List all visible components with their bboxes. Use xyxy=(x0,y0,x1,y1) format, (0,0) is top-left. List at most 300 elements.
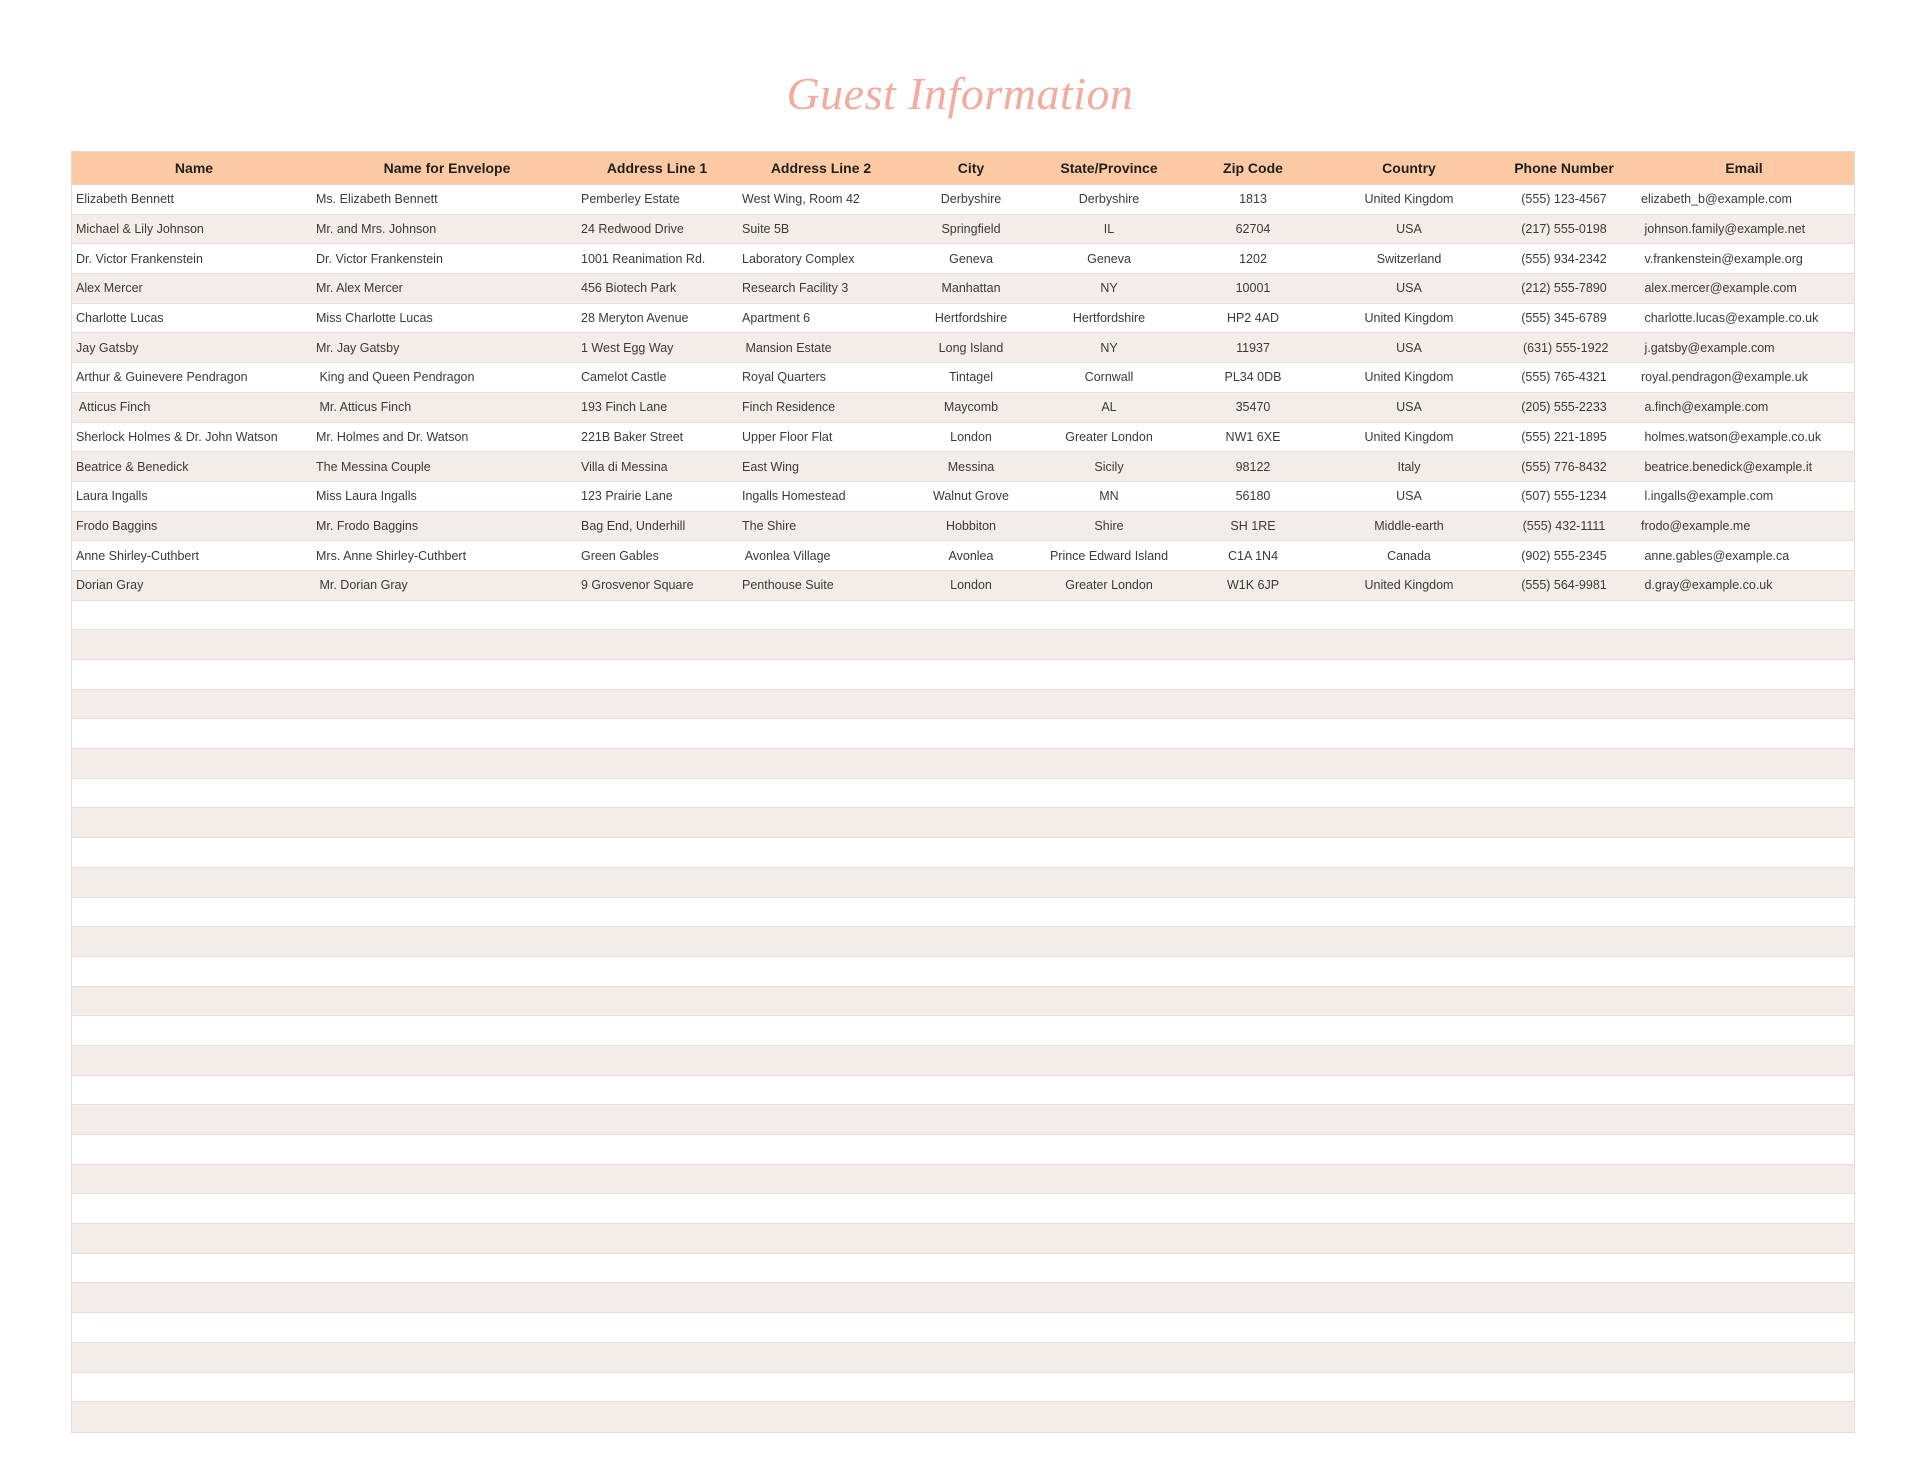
cell-envelope: Mr. Alex Mercer xyxy=(316,281,403,296)
cell-name xyxy=(72,660,316,689)
cell-name xyxy=(72,1165,316,1194)
cell-name xyxy=(72,1283,316,1312)
cell-phone xyxy=(1494,957,1634,986)
cell-envelope: Dr. Victor Frankenstein xyxy=(316,251,443,266)
cell-state xyxy=(1036,868,1182,897)
cell-address2: Upper Floor Flat xyxy=(742,429,833,444)
cell-phone xyxy=(1494,927,1634,956)
cell-envelope: Mr. and Mrs. Johnson xyxy=(316,222,437,237)
cell-address2 xyxy=(736,1373,906,1402)
cell-country xyxy=(1324,1283,1494,1312)
cell-email: holmes.watson@example.co.uk xyxy=(1641,429,1822,444)
cell-zip: 10001 xyxy=(1235,281,1271,296)
cell-address2 xyxy=(736,779,906,808)
cell-city: Long Island xyxy=(938,340,1004,355)
cell-city xyxy=(906,660,1036,689)
cell-city xyxy=(906,808,1036,837)
cell-address2 xyxy=(736,1016,906,1045)
cell-address2: Laboratory Complex xyxy=(742,251,855,266)
cell-address2: Apartment 6 xyxy=(742,311,811,326)
table-row xyxy=(72,215,1854,245)
cell-phone: (217) 555-0198 xyxy=(1521,222,1607,237)
cell-zip xyxy=(1182,1135,1324,1164)
cell-state xyxy=(1036,749,1182,778)
cell-name xyxy=(72,1402,316,1432)
cell-envelope xyxy=(316,630,578,659)
cell-address1 xyxy=(578,927,736,956)
cell-zip xyxy=(1182,1016,1324,1045)
cell-zip xyxy=(1182,898,1324,927)
cell-zip xyxy=(1182,1224,1324,1253)
cell-name xyxy=(72,1194,316,1223)
cell-envelope xyxy=(316,927,578,956)
cell-envelope xyxy=(316,987,578,1016)
cell-name: Michael & Lily Johnson xyxy=(76,222,204,237)
empty-table-row xyxy=(72,660,1854,690)
cell-address1 xyxy=(578,660,736,689)
cell-city xyxy=(906,868,1036,897)
cell-address1 xyxy=(578,1373,736,1402)
cell-envelope: Mr. Dorian Gray xyxy=(316,578,408,593)
cell-address2 xyxy=(736,927,906,956)
cell-phone: (555) 221-1895 xyxy=(1521,429,1607,444)
cell-envelope xyxy=(316,779,578,808)
cell-address2 xyxy=(736,1105,906,1134)
cell-zip xyxy=(1182,987,1324,1016)
cell-country xyxy=(1324,749,1494,778)
cell-country xyxy=(1324,1224,1494,1253)
cell-state xyxy=(1036,1254,1182,1283)
cell-address2 xyxy=(736,690,906,719)
cell-phone: (205) 555-2233 xyxy=(1521,400,1607,415)
cell-city xyxy=(906,1313,1036,1342)
table-row xyxy=(72,185,1854,215)
cell-email: royal.pendragon@example.uk xyxy=(1641,370,1808,385)
cell-email: l.ingalls@example.com xyxy=(1641,489,1774,504)
cell-name xyxy=(72,1076,316,1105)
cell-state xyxy=(1036,1402,1182,1432)
table-row xyxy=(72,393,1854,423)
cell-name xyxy=(72,987,316,1016)
cell-envelope: Mrs. Anne Shirley-Cuthbert xyxy=(316,548,467,563)
cell-address2: Ingalls Homestead xyxy=(742,489,846,504)
cell-city xyxy=(906,1254,1036,1283)
cell-zip xyxy=(1182,1402,1324,1432)
cell-country: United Kingdom xyxy=(1364,370,1454,385)
cell-phone xyxy=(1494,749,1634,778)
cell-phone xyxy=(1494,898,1634,927)
cell-address2 xyxy=(736,630,906,659)
cell-address1 xyxy=(578,690,736,719)
cell-envelope: Miss Charlotte Lucas xyxy=(316,311,433,326)
cell-country xyxy=(1324,987,1494,1016)
cell-city: Maycomb xyxy=(943,400,999,415)
cell-city: Hobbiton xyxy=(945,518,997,533)
cell-zip: NW1 6XE xyxy=(1225,429,1281,444)
cell-name xyxy=(72,1373,316,1402)
cell-email: johnson.family@example.net xyxy=(1641,222,1806,237)
cell-name xyxy=(72,1105,316,1134)
cell-city xyxy=(906,630,1036,659)
cell-envelope xyxy=(316,1254,578,1283)
empty-table-row xyxy=(72,1165,1854,1195)
cell-address1 xyxy=(578,1402,736,1432)
cell-country xyxy=(1324,1254,1494,1283)
cell-phone xyxy=(1494,601,1634,630)
cell-name xyxy=(72,838,316,867)
cell-address1 xyxy=(578,749,736,778)
cell-country: USA xyxy=(1396,489,1422,504)
cell-email xyxy=(1634,749,1854,778)
cell-email: charlotte.lucas@example.co.uk xyxy=(1641,311,1819,326)
cell-email xyxy=(1634,1343,1854,1372)
cell-address2 xyxy=(736,660,906,689)
cell-city xyxy=(906,1046,1036,1075)
cell-address1 xyxy=(578,898,736,927)
cell-zip xyxy=(1182,1313,1324,1342)
cell-address1: 28 Meryton Avenue xyxy=(581,311,689,326)
cell-country xyxy=(1324,868,1494,897)
cell-phone xyxy=(1494,1135,1634,1164)
cell-address2 xyxy=(736,1224,906,1253)
cell-state: Greater London xyxy=(1065,429,1153,444)
cell-envelope xyxy=(316,957,578,986)
column-header-state: State/Province xyxy=(1060,160,1158,176)
cell-city: Geneva xyxy=(949,251,993,266)
cell-name xyxy=(72,1135,316,1164)
cell-envelope: Miss Laura Ingalls xyxy=(316,489,417,504)
cell-address2: Penthouse Suite xyxy=(742,578,834,593)
cell-phone xyxy=(1494,1373,1634,1402)
cell-state: NY xyxy=(1100,281,1118,296)
cell-city xyxy=(906,601,1036,630)
cell-state: Derbyshire xyxy=(1078,192,1140,207)
cell-address2 xyxy=(736,1283,906,1312)
cell-state xyxy=(1036,927,1182,956)
cell-city xyxy=(906,749,1036,778)
cell-phone xyxy=(1494,1224,1634,1253)
cell-state: Greater London xyxy=(1065,578,1153,593)
cell-email: v.frankenstein@example.org xyxy=(1641,251,1803,266)
cell-envelope xyxy=(316,1016,578,1045)
cell-envelope: Mr. Atticus Finch xyxy=(316,400,412,415)
cell-name xyxy=(72,808,316,837)
cell-phone: (555) 123-4567 xyxy=(1521,192,1607,207)
cell-zip: 1813 xyxy=(1239,192,1267,207)
cell-city xyxy=(906,779,1036,808)
empty-table-row xyxy=(72,779,1854,809)
cell-name xyxy=(72,1046,316,1075)
cell-address1: Bag End, Underhill xyxy=(581,518,686,533)
cell-city xyxy=(906,1165,1036,1194)
cell-country xyxy=(1324,1076,1494,1105)
cell-email xyxy=(1634,779,1854,808)
cell-email xyxy=(1634,838,1854,867)
cell-country: USA xyxy=(1396,281,1422,296)
cell-city xyxy=(906,1343,1036,1372)
cell-zip xyxy=(1182,630,1324,659)
empty-table-row xyxy=(72,1194,1854,1224)
cell-country xyxy=(1324,1194,1494,1223)
empty-table-row xyxy=(72,927,1854,957)
cell-name: Sherlock Holmes & Dr. John Watson xyxy=(76,429,278,444)
cell-email xyxy=(1634,1224,1854,1253)
empty-table-row xyxy=(72,1046,1854,1076)
cell-address1 xyxy=(578,1254,736,1283)
cell-city xyxy=(906,957,1036,986)
cell-address2 xyxy=(736,1343,906,1372)
empty-table-row xyxy=(72,1283,1854,1313)
cell-phone: (555) 765-4321 xyxy=(1521,370,1607,385)
cell-address1 xyxy=(578,1165,736,1194)
cell-country xyxy=(1324,898,1494,927)
cell-address1 xyxy=(578,1135,736,1164)
guest-table xyxy=(71,151,1855,1433)
cell-phone xyxy=(1494,1194,1634,1223)
column-header-phone: Phone Number xyxy=(1514,160,1614,176)
cell-envelope: King and Queen Pendragon xyxy=(316,370,475,385)
cell-name xyxy=(72,927,316,956)
cell-state xyxy=(1036,808,1182,837)
table-row xyxy=(72,274,1854,304)
cell-state: NY xyxy=(1100,340,1118,355)
cell-address2 xyxy=(736,1046,906,1075)
empty-table-row xyxy=(72,957,1854,987)
cell-envelope xyxy=(316,1076,578,1105)
cell-zip: 35470 xyxy=(1235,400,1271,415)
table-row xyxy=(72,512,1854,542)
cell-address2 xyxy=(736,1165,906,1194)
table-row xyxy=(72,541,1854,571)
cell-city xyxy=(906,927,1036,956)
cell-address1: 1 West Egg Way xyxy=(581,340,674,355)
cell-name: Laura Ingalls xyxy=(76,489,148,504)
cell-city: Avonlea xyxy=(948,548,994,563)
cell-state xyxy=(1036,987,1182,1016)
cell-address2: Research Facility 3 xyxy=(742,281,849,296)
cell-zip: C1A 1N4 xyxy=(1227,548,1279,563)
cell-country xyxy=(1324,838,1494,867)
empty-table-row xyxy=(72,868,1854,898)
cell-state xyxy=(1036,601,1182,630)
cell-country xyxy=(1324,1016,1494,1045)
table-row xyxy=(72,304,1854,334)
column-header-address1: Address Line 1 xyxy=(606,160,708,176)
cell-country: United Kingdom xyxy=(1364,578,1454,593)
empty-table-row xyxy=(72,1135,1854,1165)
cell-email xyxy=(1634,1402,1854,1432)
cell-country xyxy=(1324,1402,1494,1432)
cell-envelope xyxy=(316,1343,578,1372)
cell-country xyxy=(1324,1046,1494,1075)
cell-phone xyxy=(1494,660,1634,689)
cell-name xyxy=(72,690,316,719)
cell-city: Messina xyxy=(947,459,995,474)
cell-phone xyxy=(1494,1105,1634,1134)
cell-envelope: Ms. Elizabeth Bennett xyxy=(316,192,438,207)
cell-email: beatrice.benedick@example.it xyxy=(1641,459,1813,474)
cell-email xyxy=(1634,690,1854,719)
table-row xyxy=(72,244,1854,274)
cell-country xyxy=(1324,601,1494,630)
cell-address2: East Wing xyxy=(742,459,799,474)
cell-zip xyxy=(1182,1046,1324,1075)
empty-table-row xyxy=(72,1402,1854,1432)
empty-table-row xyxy=(72,898,1854,928)
cell-phone: (555) 934-2342 xyxy=(1521,251,1607,266)
cell-envelope xyxy=(316,808,578,837)
cell-name: Arthur & Guinevere Pendragon xyxy=(76,370,248,385)
cell-envelope: Mr. Holmes and Dr. Watson xyxy=(316,429,469,444)
column-header-address2: Address Line 2 xyxy=(770,160,872,176)
cell-envelope xyxy=(316,838,578,867)
cell-country: Canada xyxy=(1387,548,1431,563)
cell-city: Manhattan xyxy=(941,281,1001,296)
cell-name: Beatrice & Benedick xyxy=(76,459,189,474)
cell-name xyxy=(72,868,316,897)
cell-phone xyxy=(1494,1343,1634,1372)
cell-zip xyxy=(1182,601,1324,630)
cell-email xyxy=(1634,1313,1854,1342)
cell-envelope: The Messina Couple xyxy=(316,459,431,474)
cell-name xyxy=(72,1016,316,1045)
cell-state xyxy=(1036,630,1182,659)
cell-address1 xyxy=(578,838,736,867)
cell-phone xyxy=(1494,1313,1634,1342)
cell-city: Springfield xyxy=(941,222,1001,237)
cell-envelope xyxy=(316,690,578,719)
empty-table-row xyxy=(72,1076,1854,1106)
cell-email xyxy=(1634,1283,1854,1312)
cell-envelope xyxy=(316,1313,578,1342)
cell-country: Switzerland xyxy=(1376,251,1442,266)
cell-name: Elizabeth Bennett xyxy=(76,192,174,207)
cell-state: AL xyxy=(1101,400,1117,415)
cell-envelope xyxy=(316,1224,578,1253)
cell-email xyxy=(1634,987,1854,1016)
cell-country xyxy=(1324,1135,1494,1164)
cell-address1 xyxy=(578,719,736,748)
cell-city: Tintagel xyxy=(948,370,993,385)
cell-email xyxy=(1634,1105,1854,1134)
cell-phone: (212) 555-7890 xyxy=(1521,281,1607,296)
cell-zip xyxy=(1182,868,1324,897)
cell-zip: 62704 xyxy=(1235,222,1271,237)
cell-phone xyxy=(1494,838,1634,867)
table-row xyxy=(72,452,1854,482)
cell-city: London xyxy=(950,429,992,444)
cell-name xyxy=(72,779,316,808)
cell-zip: HP2 4AD xyxy=(1226,311,1280,326)
cell-email xyxy=(1634,660,1854,689)
cell-country xyxy=(1324,690,1494,719)
cell-email xyxy=(1634,1135,1854,1164)
cell-envelope xyxy=(316,1402,578,1432)
empty-table-row xyxy=(72,630,1854,660)
cell-zip xyxy=(1182,749,1324,778)
cell-email xyxy=(1634,1373,1854,1402)
cell-address2: Mansion Estate xyxy=(742,340,832,355)
cell-city xyxy=(906,690,1036,719)
cell-email: a.finch@example.com xyxy=(1641,400,1769,415)
cell-envelope xyxy=(316,1046,578,1075)
cell-address1 xyxy=(578,601,736,630)
cell-address2 xyxy=(736,808,906,837)
cell-envelope xyxy=(316,1135,578,1164)
cell-name: Dorian Gray xyxy=(76,578,144,593)
cell-address1: 221B Baker Street xyxy=(581,429,684,444)
cell-address1: Pemberley Estate xyxy=(581,192,680,207)
cell-country xyxy=(1324,1373,1494,1402)
cell-country: USA xyxy=(1396,222,1422,237)
cell-address1: 123 Prairie Lane xyxy=(581,489,673,504)
cell-state xyxy=(1036,1016,1182,1045)
cell-address1 xyxy=(578,1313,736,1342)
cell-name xyxy=(72,898,316,927)
cell-city: Hertfordshire xyxy=(934,311,1008,326)
cell-country: Italy xyxy=(1397,459,1421,474)
cell-envelope xyxy=(316,868,578,897)
cell-email: j.gatsby@example.com xyxy=(1641,340,1775,355)
cell-zip: PL34 0DB xyxy=(1224,370,1282,385)
cell-zip xyxy=(1182,690,1324,719)
cell-zip xyxy=(1182,957,1324,986)
cell-envelope xyxy=(316,749,578,778)
cell-address2: The Shire xyxy=(742,518,797,533)
cell-name: Frodo Baggins xyxy=(76,518,158,533)
cell-name xyxy=(72,1224,316,1253)
cell-phone xyxy=(1494,1046,1634,1075)
empty-table-row xyxy=(72,987,1854,1017)
cell-address1 xyxy=(578,779,736,808)
cell-country xyxy=(1324,927,1494,956)
cell-country: United Kingdom xyxy=(1364,429,1454,444)
cell-address1 xyxy=(578,630,736,659)
cell-address2 xyxy=(736,868,906,897)
empty-table-row xyxy=(72,749,1854,779)
cell-city xyxy=(906,987,1036,1016)
cell-address1: 456 Biotech Park xyxy=(581,281,677,296)
table-row xyxy=(72,482,1854,512)
cell-zip xyxy=(1182,1283,1324,1312)
cell-zip xyxy=(1182,1254,1324,1283)
cell-address1 xyxy=(578,1076,736,1105)
cell-state xyxy=(1036,1224,1182,1253)
cell-email: frodo@example.me xyxy=(1641,518,1751,533)
cell-address1 xyxy=(578,1046,736,1075)
cell-address2 xyxy=(736,719,906,748)
cell-city: Derbyshire xyxy=(940,192,1002,207)
cell-zip xyxy=(1182,1373,1324,1402)
cell-email xyxy=(1634,868,1854,897)
empty-table-row xyxy=(72,808,1854,838)
cell-phone: (902) 555-2345 xyxy=(1521,548,1607,563)
cell-address2 xyxy=(736,749,906,778)
cell-state xyxy=(1036,1046,1182,1075)
table-header-row xyxy=(72,151,1854,185)
cell-address2: Avonlea Village xyxy=(742,548,831,563)
empty-table-row xyxy=(72,601,1854,631)
column-header-email: Email xyxy=(1725,160,1763,176)
cell-zip: W1K 6JP xyxy=(1226,578,1280,593)
cell-address1 xyxy=(578,957,736,986)
cell-address1: Camelot Castle xyxy=(581,370,667,385)
cell-country xyxy=(1324,779,1494,808)
cell-address2 xyxy=(736,838,906,867)
cell-address2 xyxy=(736,898,906,927)
empty-table-row xyxy=(72,1254,1854,1284)
cell-email: d.gray@example.co.uk xyxy=(1641,578,1773,593)
